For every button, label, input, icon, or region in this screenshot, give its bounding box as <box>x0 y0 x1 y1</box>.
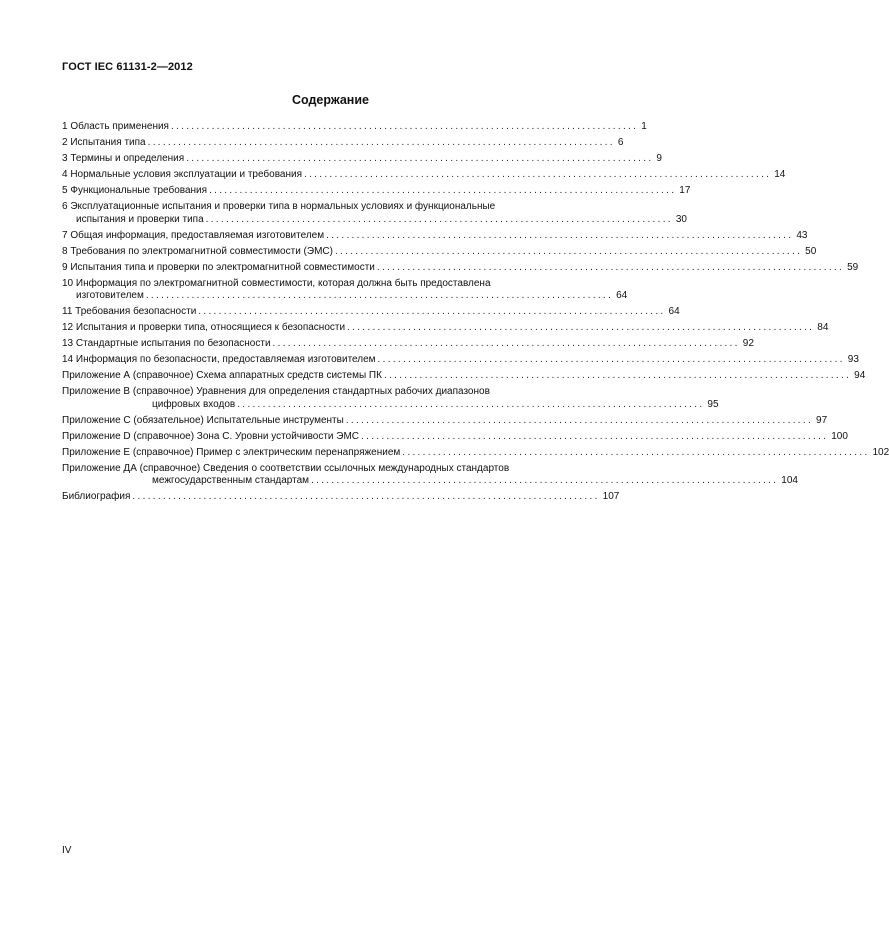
toc-title: Содержание <box>291 93 369 107</box>
toc-entry[interactable] <box>62 137 624 150</box>
toc-entry-title: Библиография <box>62 491 131 502</box>
toc-entry-page: 64 <box>616 290 628 301</box>
dot-leader: ............................................................................................ <box>132 491 600 502</box>
dot-leader: ............................................................................................ <box>237 398 705 410</box>
toc-entry[interactable] <box>62 430 848 444</box>
toc-entry-page: 14 <box>774 169 786 180</box>
dot-leader: ............................................................................................ <box>147 137 615 148</box>
toc-entry-page: 50 <box>805 245 817 257</box>
dot-leader: ............................................................................................ <box>402 446 870 458</box>
toc-entry-page: 6 <box>617 137 624 148</box>
toc-entry[interactable] <box>62 338 754 351</box>
dot-leader: ............................................................................................ <box>361 430 829 442</box>
dot-leader: ............................................................................................ <box>334 245 803 257</box>
toc-entry-page: 97 <box>816 414 828 426</box>
toc-entry[interactable] <box>62 446 889 460</box>
toc-entry[interactable] <box>62 121 647 134</box>
dot-leader: ............................................................................................ <box>209 185 677 196</box>
toc-entry-title: Приложение А (справочное) Схема аппаратных средств системы ПК <box>62 370 382 381</box>
toc-entry[interactable] <box>62 169 786 182</box>
toc-entry-title: Приложение ДА (справочное) Сведения о соответствии ссылочных международных стандартов <box>62 462 510 474</box>
toc-entry[interactable] <box>62 370 866 383</box>
toc-entry-page: 104 <box>781 475 798 486</box>
toc-entry-continuation: межгосударственным стандартам <box>152 475 310 486</box>
dot-leader: ............................................................................................ <box>345 414 814 426</box>
toc-entry-page: 95 <box>707 398 719 410</box>
toc-entry-title: 4 Нормальные условия эксплуатации и требования <box>62 169 303 180</box>
dot-leader: ............................................................................................ <box>311 475 779 486</box>
toc-entry[interactable] <box>62 229 808 243</box>
toc-entry-title: 1 Область применения <box>62 121 169 132</box>
toc-entry[interactable] <box>62 462 798 488</box>
dot-leader: ............................................................................................ <box>145 290 614 301</box>
toc-entry[interactable] <box>62 414 828 428</box>
document-header: ГОСТ IEC 61131-2—2012 <box>62 61 193 73</box>
page-number: IV <box>62 845 72 856</box>
toc-entry[interactable] <box>62 201 687 226</box>
dot-leader: ............................................................................................ <box>304 169 772 180</box>
toc-entry-page: 94 <box>854 370 866 381</box>
toc-entry-page: 84 <box>817 322 829 333</box>
toc-entry-continuation: изготовителем <box>76 290 144 301</box>
dot-leader: ............................................................................................ <box>198 306 666 317</box>
toc-entry[interactable] <box>62 354 859 367</box>
dot-leader: ............................................................................................ <box>205 213 673 225</box>
dot-leader: ............................................................................................ <box>170 121 639 132</box>
toc-entry[interactable] <box>62 277 628 303</box>
toc-entry-page: 93 <box>847 354 859 365</box>
toc-entry[interactable] <box>62 261 859 275</box>
dot-leader: ............................................................................................ <box>186 153 654 164</box>
toc-entry-title: 11 Требования безопасности <box>62 306 197 317</box>
dot-leader: ............................................................................................ <box>376 261 845 273</box>
toc-entry[interactable] <box>62 245 817 259</box>
toc-entry-page: 17 <box>679 185 691 196</box>
toc-entry[interactable] <box>62 153 662 166</box>
dot-leader: ............................................................................................ <box>326 229 794 241</box>
toc-entry-title: Приложение В (справочное) Уравнения для определения стандартных рабочих диапазонов <box>62 386 490 397</box>
dot-leader: ............................................................................................ <box>272 338 740 349</box>
toc-entry-title: 12 Испытания и проверки типа, относящиеся к безопасности <box>62 322 346 333</box>
toc-entry-title: 5 Функциональные требования <box>62 185 208 196</box>
dot-leader: ............................................................................................ <box>377 354 845 365</box>
dot-leader: ............................................................................................ <box>383 370 852 381</box>
toc-entry-title: 10 Информация по электромагнитной совместимости, которая должна быть предоставлена <box>62 277 491 289</box>
toc-entry-page: 100 <box>831 430 848 442</box>
toc-entry-page: 107 <box>602 491 620 502</box>
toc-entry[interactable] <box>62 322 829 335</box>
toc-entry-title: 6 Эксплуатационные испытания и проверки типа в нормальных условиях и функциональные <box>62 201 496 212</box>
toc-entry[interactable] <box>62 306 680 319</box>
toc-entry-page: 64 <box>668 306 680 317</box>
dot-leader: ............................................................................................ <box>347 322 815 333</box>
toc-entry-title: Приложение С (обязательное) Испытательные инструменты <box>62 414 344 426</box>
toc-entry-page: 102 <box>872 446 889 458</box>
toc-entry-page: 59 <box>847 261 859 273</box>
toc-entry-title: 2 Испытания типа <box>62 137 146 148</box>
table-of-contents <box>62 121 889 507</box>
toc-entry[interactable] <box>62 491 620 504</box>
toc-entry-title: 8 Требования по электромагнитной совместимости (ЭМС) <box>62 245 333 257</box>
toc-entry-page: 9 <box>656 153 662 164</box>
toc-entry-title: Приложение D (справочное) Зона С. Уровни устойчивости ЭМС <box>62 430 360 442</box>
toc-entry-title: 7 Общая информация, предоставляемая изготовителем <box>62 229 325 241</box>
toc-entry-title: Приложение Е (справочное) Пример с электрическим перенапряжением <box>62 446 401 458</box>
toc-entry-page: 92 <box>742 338 754 349</box>
toc-entry-continuation: цифровых входов <box>152 398 236 410</box>
toc-entry-title: 13 Стандартные испытания по безопасности <box>62 338 271 349</box>
toc-entry-continuation: испытания и проверки типа <box>76 213 204 225</box>
toc-entry[interactable] <box>62 185 691 198</box>
toc-entry-title: 14 Информация по безопасности, предоставляемая изготовителем <box>62 354 376 365</box>
toc-entry-page: 1 <box>641 121 647 132</box>
toc-entry-title: 3 Термины и определения <box>62 153 185 164</box>
toc-entry-title: 9 Испытания типа и проверки по электромагнитной совместимости <box>62 261 375 273</box>
toc-entry-page: 43 <box>796 229 808 241</box>
toc-entry-page: 30 <box>675 213 687 225</box>
toc-entry[interactable] <box>62 386 719 411</box>
